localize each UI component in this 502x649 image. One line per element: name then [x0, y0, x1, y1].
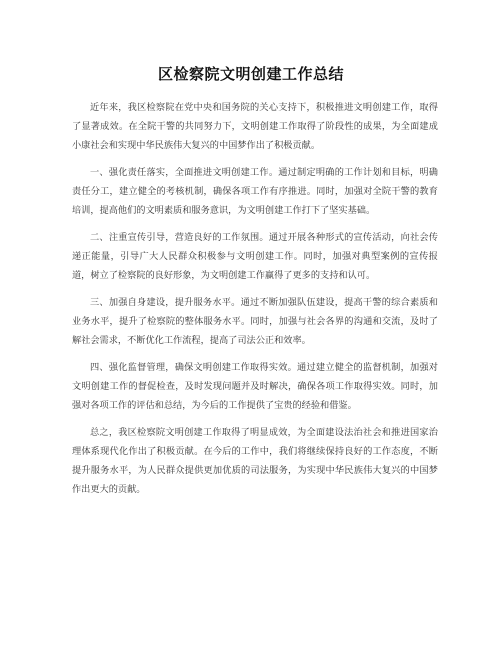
- paragraph-intro: 近年来，我区检察院在党中央和国务院的关心支持下，积极推进文明创建工作，取得了显著成效。在全院干警的共同努力下，文明创建工作取得了阶段性的成果，为全面建成小康社会和实现中华民族伟大复兴的中国梦作出了积极贡献。: [72, 102, 438, 151]
- paragraph-conclusion: 总之，我区检察院文明创建工作取得了明显成效，为全面建设法治社会和推进国家治理体系现代化作出了积极贡献。在今后的工作中，我们将继续保持良好的工作态度，不断提升服务水平，为人民群众提供更加优质的司法服务，为实现中华民族伟大复兴的中国梦作出更大的贡献。: [72, 427, 438, 495]
- document-title: 区检察院文明创建工作总结: [157, 65, 344, 83]
- paragraph-section-4: 四、强化监督管理，确保文明创建工作取得实效。通过建立健全的监督机制，加强对文明创建工作的督促检查，及时发现问题并及时解决，确保各项工作取得实效。同时，加强对各项工作的评估和总结，为今后的工作提供了宝贵的经验和借鉴。: [72, 362, 438, 411]
- paragraph-section-1: 一、强化责任落实，全面推进文明创建工作。通过制定明确的工作计划和目标，明确责任分工，建立健全的考核机制，确保各项工作有序推进。同时，加强对全院干警的教育培训，提高他们的文明素质和服务意识，为文明创建工作打下了坚实基础。: [72, 167, 438, 216]
- paragraph-section-3: 三、加强自身建设，提升服务水平。通过不断加强队伍建设，提高干警的综合素质和业务水平，提升了检察院的整体服务水平。同时，加强与社会各界的沟通和交流，及时了解社会需求，不断优化工作流程，提高了司法公正和效率。: [72, 297, 438, 346]
- document-body: [72, 98, 438, 507]
- paragraph-section-2: 二、注重宣传引导，营造良好的工作氛围。通过开展各种形式的宣传活动，向社会传递正能量，引导广大人民群众积极参与文明创建工作。同时，加强对典型案例的宣传报道，树立了检察院的良好形象，为文明创建工作赢得了更多的支持和认可。: [72, 232, 438, 281]
